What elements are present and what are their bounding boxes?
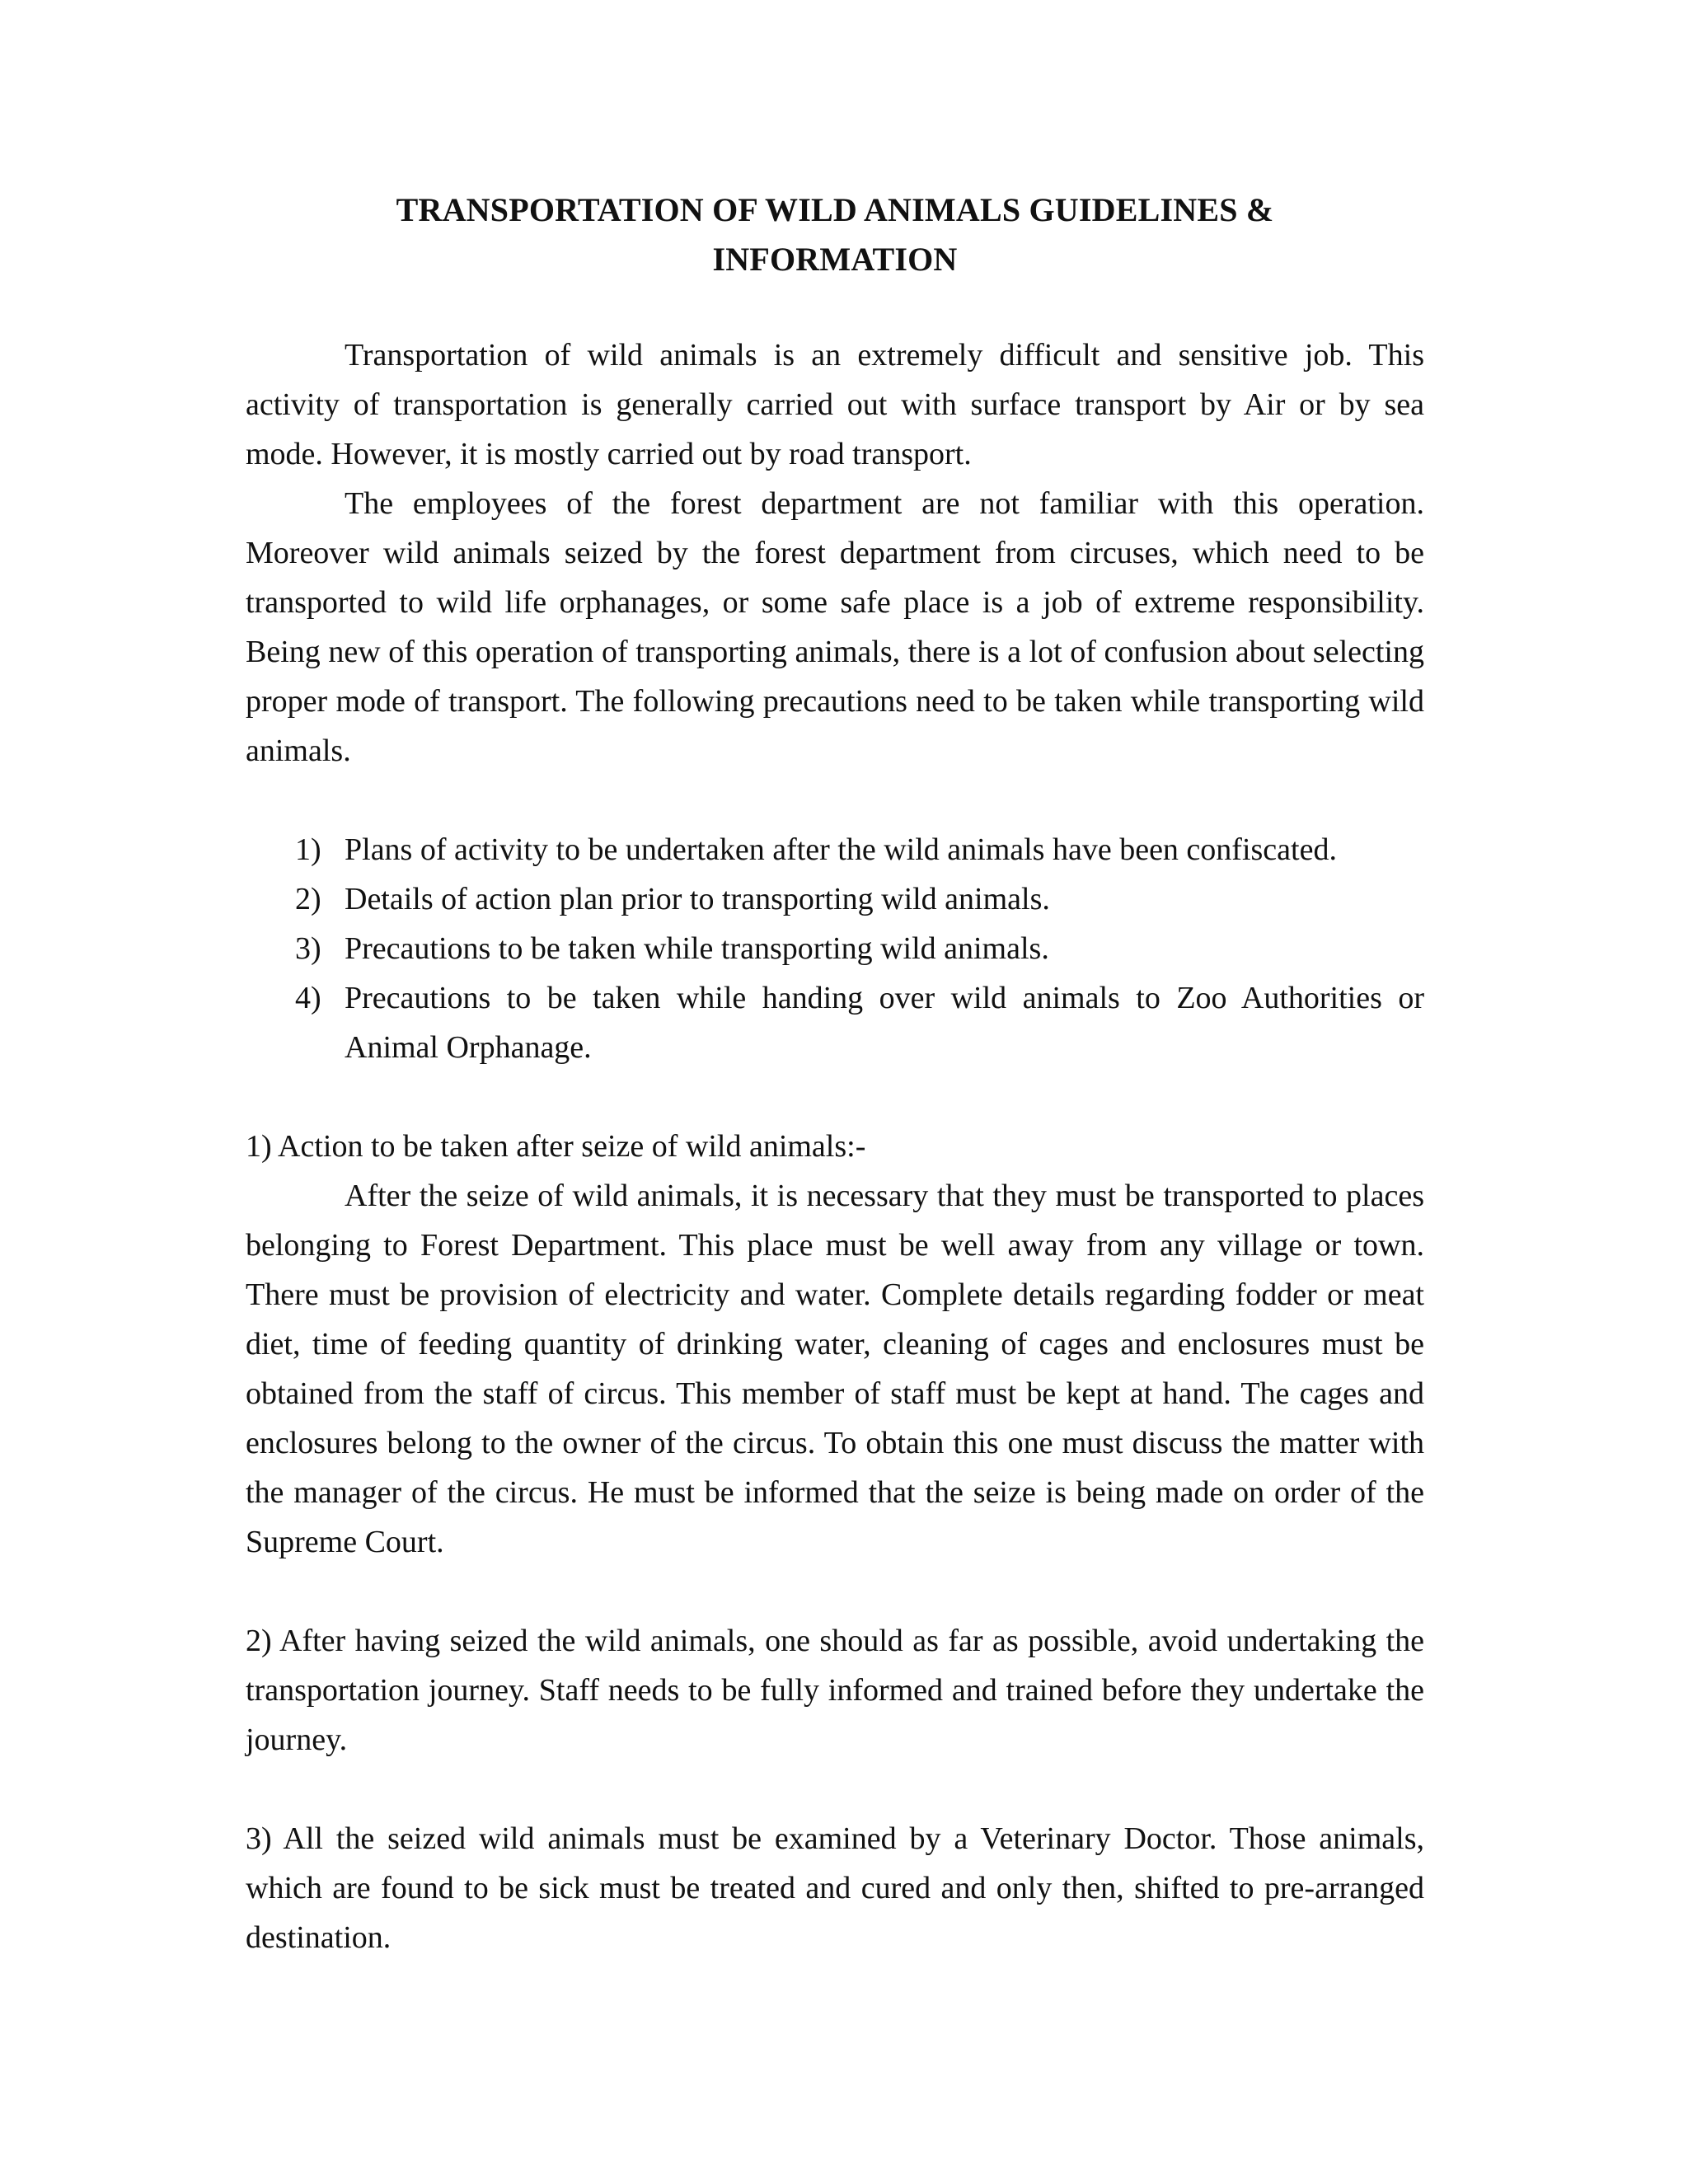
- section-1-heading: 1) Action to be taken after seize of wild animals:-: [246, 1129, 866, 1164]
- title-line-1: TRANSPORTATION OF WILD ANIMALS GUIDELINES &: [396, 191, 1274, 228]
- list-item-number: 2): [295, 882, 321, 916]
- document-page: [246, 185, 1424, 1962]
- list-item: [246, 924, 1424, 973]
- list-item: [246, 825, 1424, 874]
- list-item-text: Details of action plan prior to transporting wild animals.: [345, 882, 1050, 916]
- list-item-text: Plans of activity to be undertaken after the wild animals have been confiscated.: [345, 832, 1337, 867]
- intro-paragraph-1: Transportation of wild animals is an extremely difficult and sensitive job. This activity of transportation is generally carried out with surface transport by Air or by sea mode. However, it is mostly carried out by road transport.: [246, 338, 1424, 471]
- document-title: [246, 185, 1424, 284]
- list-item-number: 1): [295, 832, 321, 867]
- title-line-2: INFORMATION: [712, 241, 958, 278]
- section-1-paragraph: After the seize of wild animals, it is necessary that they must be transported to places belonging to Forest Department. This place must be well away from any village or town. There must be provision of electricity and water. Complete details regarding fodder or meat diet, time of feeding quantity of drinking water, cleaning of cages and enclosures must be obtained from the staff of circus. This member of staff must be kept at hand. The cages and enclosures belong to the owner of the circus. To obtain this one must discuss the matter with the manager of the circus. He must be informed that the seize is being made on order of the Supreme Court.: [246, 1179, 1424, 1559]
- document-body: [246, 330, 1424, 1962]
- spacer: [246, 1567, 1424, 1616]
- intro-paragraph-2: The employees of the forest department are not familiar with this operation. Moreover wild animals seized by the forest department from circuses, which need to be transported to wild life orphanages, or some safe place is a job of extreme responsibility. Being new of this operation of transporting animals, there is a lot of confusion about selecting proper mode of transport. The following precautions need to be taken while transporting wild animals.: [246, 486, 1424, 768]
- section-3-paragraph: 3) All the seized wild animals must be examined by a Veterinary Doctor. Those animals, which are found to be sick must be treated and cured and only then, shifted to pre-arranged destination.: [246, 1821, 1424, 1955]
- list-item-number: 4): [295, 981, 321, 1015]
- list-item-text: Precautions to be taken while transporting wild animals.: [345, 931, 1049, 966]
- spacer: [246, 1765, 1424, 1814]
- list-item: [246, 973, 1424, 1072]
- spacer: [246, 776, 1424, 825]
- spacer: [246, 1072, 1424, 1122]
- list-item-number: 3): [295, 931, 321, 966]
- list-item-text: Precautions to be taken while handing over wild animals to Zoo Authorities or Animal Orphanage.: [345, 981, 1424, 1065]
- precautions-list: [246, 825, 1424, 1072]
- section-2-paragraph: 2) After having seized the wild animals, one should as far as possible, avoid undertaking the transportation journey. Staff needs to be fully informed and trained before they undertake the journey.: [246, 1624, 1424, 1757]
- list-item: [246, 874, 1424, 924]
